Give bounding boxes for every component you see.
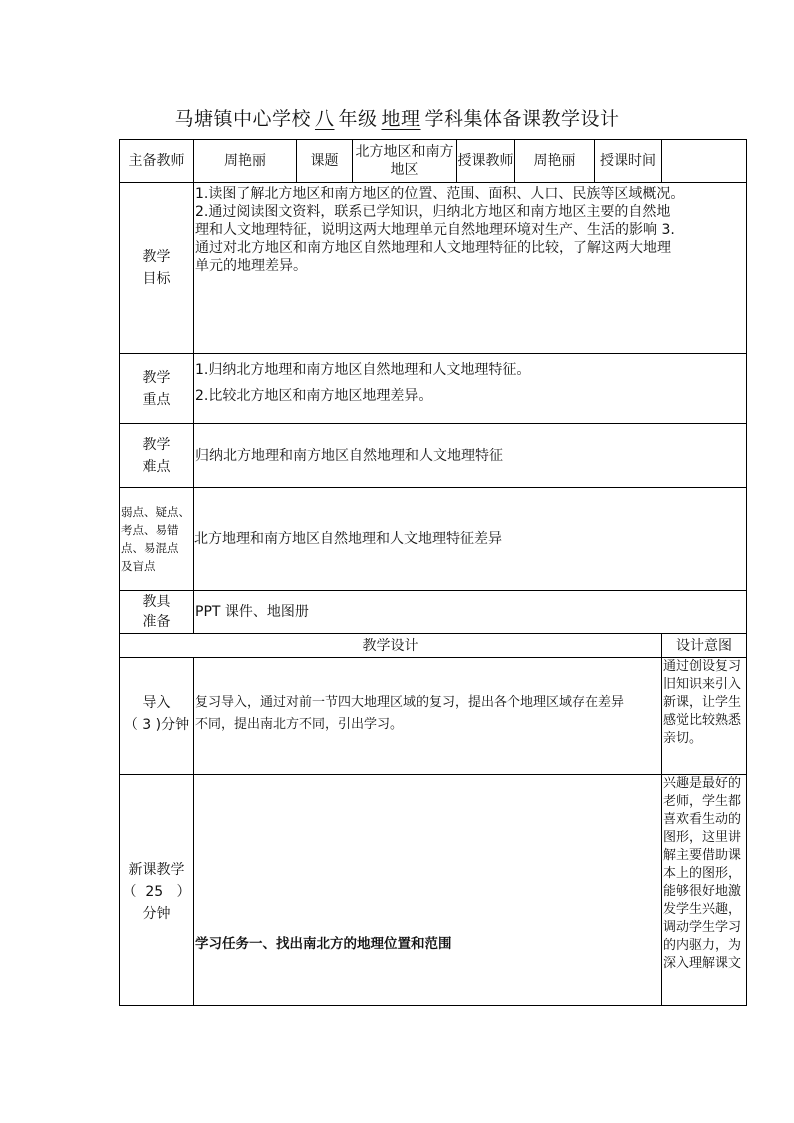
subject-value: 地理	[381, 108, 421, 130]
new-lesson-intent-line: 本上的图形，	[663, 866, 742, 881]
weak-points-label-line: 考点、易错	[121, 523, 179, 537]
goals-content	[194, 183, 747, 354]
grade-suffix: 年级	[338, 108, 378, 130]
intro-text-line: 复习导入，通过对前一节四大地理区域的复习，提出各个地理区域存在差异	[195, 695, 625, 710]
school-name: 马塘镇中心学校	[174, 108, 311, 130]
difficulties-label	[120, 424, 194, 488]
new-lesson-intent-line: 深入理解课文	[663, 956, 742, 971]
goals-label-text: 教学目标	[142, 249, 171, 287]
weak-points-label-line: 点、易混点	[121, 541, 179, 555]
teacher-label: 授课教师	[457, 140, 515, 183]
weak-points-label-line: 弱点、疑点、	[121, 505, 190, 519]
intro-duration: （ 3 )分钟	[123, 717, 190, 733]
design-header: 教学设计	[120, 634, 662, 658]
new-lesson-task: 学习任务一、找出南北方的地理位置和范围	[194, 775, 662, 1006]
lesson-plan-table	[119, 139, 747, 1006]
intro-intent-line: 通过创设复习	[663, 659, 742, 674]
new-lesson-row	[120, 775, 747, 1006]
key-points-row	[120, 354, 747, 424]
goal-line: 1.读图了解北方地区和南方地区的位置、范围、面积、人口、民族等区域概况。	[195, 186, 685, 202]
topic-value: 北方地区和南方地区	[353, 140, 457, 183]
key-points-label-text: 教学重点	[142, 369, 171, 408]
weak-points-row	[120, 488, 747, 591]
header-row	[120, 140, 747, 183]
new-lesson-intent-line: 兴趣是最好的	[663, 776, 742, 791]
new-lesson-intent-line: 老师，学生都	[663, 794, 742, 809]
intro-label	[120, 658, 194, 775]
new-lesson-label	[120, 775, 194, 1006]
document-title	[0, 104, 794, 131]
time-value	[662, 140, 747, 183]
goal-line: 理和人文地理特征，说明这两大地理单元自然地理环境对生产、生活的影响 3.	[195, 222, 675, 238]
design-header-row	[120, 634, 747, 658]
intro-text-line: 不同，提出南北方不同，引出学习。	[195, 717, 404, 732]
difficulties-label-text: 教学难点	[142, 436, 171, 475]
materials-row	[120, 591, 747, 634]
intro-intent-line: 旧知识来引入	[663, 677, 742, 692]
intro-content	[194, 658, 662, 775]
intro-label-line: 导入	[142, 695, 171, 711]
materials-content: PPT 课件、地图册	[194, 591, 747, 634]
key-points-content	[194, 354, 747, 424]
new-lesson-intent-line: 图形，这里讲	[663, 830, 742, 845]
new-lesson-intent-line: 发学生兴趣，	[663, 902, 742, 917]
intro-intent-line: 感觉比较熟悉	[663, 713, 742, 728]
goals-label	[120, 183, 194, 354]
intro-intent-line: 新课，让学生	[663, 695, 742, 710]
weak-points-content: 北方地理和南方地区自然地理和人文地理特征差异	[194, 488, 747, 591]
grade-value: 八	[314, 108, 335, 130]
new-lesson-duration: （ 25 ）	[122, 884, 191, 900]
key-points-label	[120, 354, 194, 424]
new-lesson-label-line: 分钟	[142, 906, 171, 922]
new-lesson-intent-line: 喜欢看生动的	[663, 812, 742, 827]
new-lesson-intent-line: 能够很好地激	[663, 884, 742, 899]
key-point-line: 2.比较北方地区和南方地区地理差异。	[195, 388, 433, 404]
goal-line: 通过对北方地区和南方地区自然地理和人文地理特征的比较，了解这两大地理	[195, 240, 671, 256]
weak-points-label-line: 及盲点	[121, 559, 156, 573]
difficulties-content: 归纳北方地理和南方地区自然地理和人文地理特征	[194, 424, 747, 488]
intent-header: 设计意图	[662, 634, 747, 658]
new-lesson-intent-line: 调动学生学习	[663, 920, 742, 935]
new-lesson-label-line: 新课教学	[128, 862, 185, 878]
key-point-line: 1.归纳北方地理和南方地区自然地理和人文地理特征。	[195, 362, 531, 378]
difficulties-row	[120, 424, 747, 488]
goal-line: 2.通过阅读图文资料，联系已学知识，归纳北方地区和南方地区主要的自然地	[195, 204, 671, 220]
intro-intent-line: 亲切。	[663, 731, 703, 746]
lead-teacher-label: 主备教师	[120, 140, 194, 183]
title-suffix: 学科集体备课教学设计	[424, 108, 620, 130]
materials-label-text: 教具准备	[142, 594, 171, 630]
lead-teacher-value: 周艳丽	[194, 140, 297, 183]
weak-points-label	[120, 488, 194, 591]
time-label: 授课时间	[595, 140, 662, 183]
materials-label	[120, 591, 194, 634]
new-lesson-intent-line: 的内驱力，为	[663, 938, 742, 953]
goal-line: 单元的地理差异。	[195, 258, 307, 274]
intro-row	[120, 658, 747, 775]
goals-row	[120, 183, 747, 354]
topic-label: 课题	[297, 140, 353, 183]
intro-intent	[662, 658, 747, 775]
new-lesson-intent-line: 解主要借助课	[663, 848, 742, 863]
teacher-value: 周艳丽	[515, 140, 595, 183]
new-lesson-intent	[662, 775, 747, 1006]
